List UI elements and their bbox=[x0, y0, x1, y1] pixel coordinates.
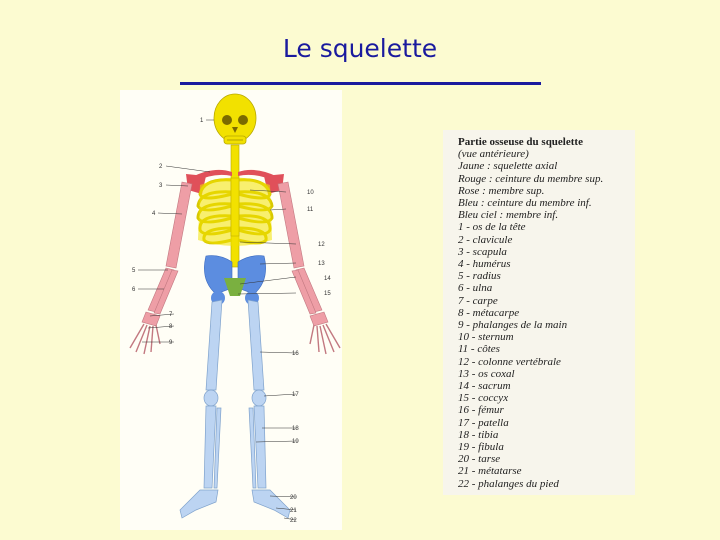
legend-line: Rouge : ceinture du membre sup. bbox=[458, 172, 604, 185]
callout-2: 2 bbox=[159, 164, 163, 170]
callout-17: 17 bbox=[292, 392, 299, 398]
legend-line: 1 - os de la tête bbox=[458, 221, 526, 234]
legend-line: 21 - métatarse bbox=[458, 465, 522, 478]
callout-18: 18 bbox=[292, 426, 299, 432]
callout-14: 14 bbox=[324, 276, 331, 282]
legend-line: (vue antérieure) bbox=[458, 148, 529, 161]
legend-line: 14 - sacrum bbox=[458, 380, 511, 393]
callout-1: 1 bbox=[200, 118, 204, 124]
legend-line: 18 - tibia bbox=[458, 428, 499, 441]
callout-5: 5 bbox=[132, 268, 136, 274]
callout-11: 11 bbox=[307, 207, 314, 213]
callout-10: 10 bbox=[307, 190, 314, 196]
legend-line: Bleu : ceinture du membre inf. bbox=[458, 197, 592, 210]
skull bbox=[214, 94, 256, 144]
callout-6: 6 bbox=[132, 287, 136, 293]
legend-line: 15 - coccyx bbox=[458, 392, 509, 405]
legend-line: 6 - ulna bbox=[458, 282, 493, 295]
hands bbox=[130, 324, 340, 354]
legend-text bbox=[458, 136, 634, 490]
legend-line: 8 - métacarpe bbox=[458, 306, 520, 319]
legend-line: 11 - côtes bbox=[458, 343, 500, 356]
legend-line: 5 - radius bbox=[458, 270, 501, 283]
callout-15: 15 bbox=[324, 291, 331, 297]
legend-line: 2 - clavicule bbox=[458, 233, 513, 246]
legend-line: 16 - fémur bbox=[458, 404, 504, 417]
callout-19: 19 bbox=[292, 439, 299, 445]
legend-line: 12 - colonne vertébrale bbox=[458, 355, 561, 368]
legend-line: Jaune : squelette axial bbox=[458, 160, 558, 173]
legend-line: 20 - tarse bbox=[458, 453, 501, 466]
callout-22: 22 bbox=[290, 518, 297, 524]
legend-line: 22 - phalanges du pied bbox=[458, 477, 559, 490]
legend-line: 4 - humérus bbox=[458, 258, 511, 271]
callout-7: 7 bbox=[169, 312, 173, 318]
callout-4: 4 bbox=[152, 211, 156, 217]
title-underline bbox=[180, 82, 541, 85]
legend-line: 9 - phalanges de la main bbox=[458, 319, 568, 332]
callout-12: 12 bbox=[318, 242, 325, 248]
lower-limbs bbox=[180, 300, 290, 518]
callout-3: 3 bbox=[159, 183, 163, 189]
legend-box bbox=[443, 130, 635, 495]
slide-title: Le squelette bbox=[282, 34, 438, 63]
callout-16: 16 bbox=[292, 351, 299, 357]
callout-8: 8 bbox=[169, 324, 173, 330]
skeleton-illustration bbox=[120, 90, 342, 530]
legend-line: 13 - os coxal bbox=[458, 367, 515, 380]
callout-21: 21 bbox=[290, 508, 297, 514]
legend-heading: Partie osseuse du squelette bbox=[458, 136, 583, 148]
callout-13: 13 bbox=[318, 261, 325, 267]
legend-line: Rose : membre sup. bbox=[458, 184, 545, 197]
legend-line: 7 - carpe bbox=[458, 294, 498, 307]
legend-line: Bleu ciel : membre inf. bbox=[458, 209, 559, 222]
callout-20: 20 bbox=[290, 495, 297, 501]
legend-line: 19 - fibula bbox=[458, 441, 504, 454]
legend-line: 3 - scapula bbox=[458, 245, 507, 258]
callout-numbers-left bbox=[132, 118, 204, 346]
callout-9: 9 bbox=[169, 340, 173, 346]
legend-line: 17 - patella bbox=[458, 416, 509, 429]
legend-line: 10 - sternum bbox=[458, 331, 514, 344]
